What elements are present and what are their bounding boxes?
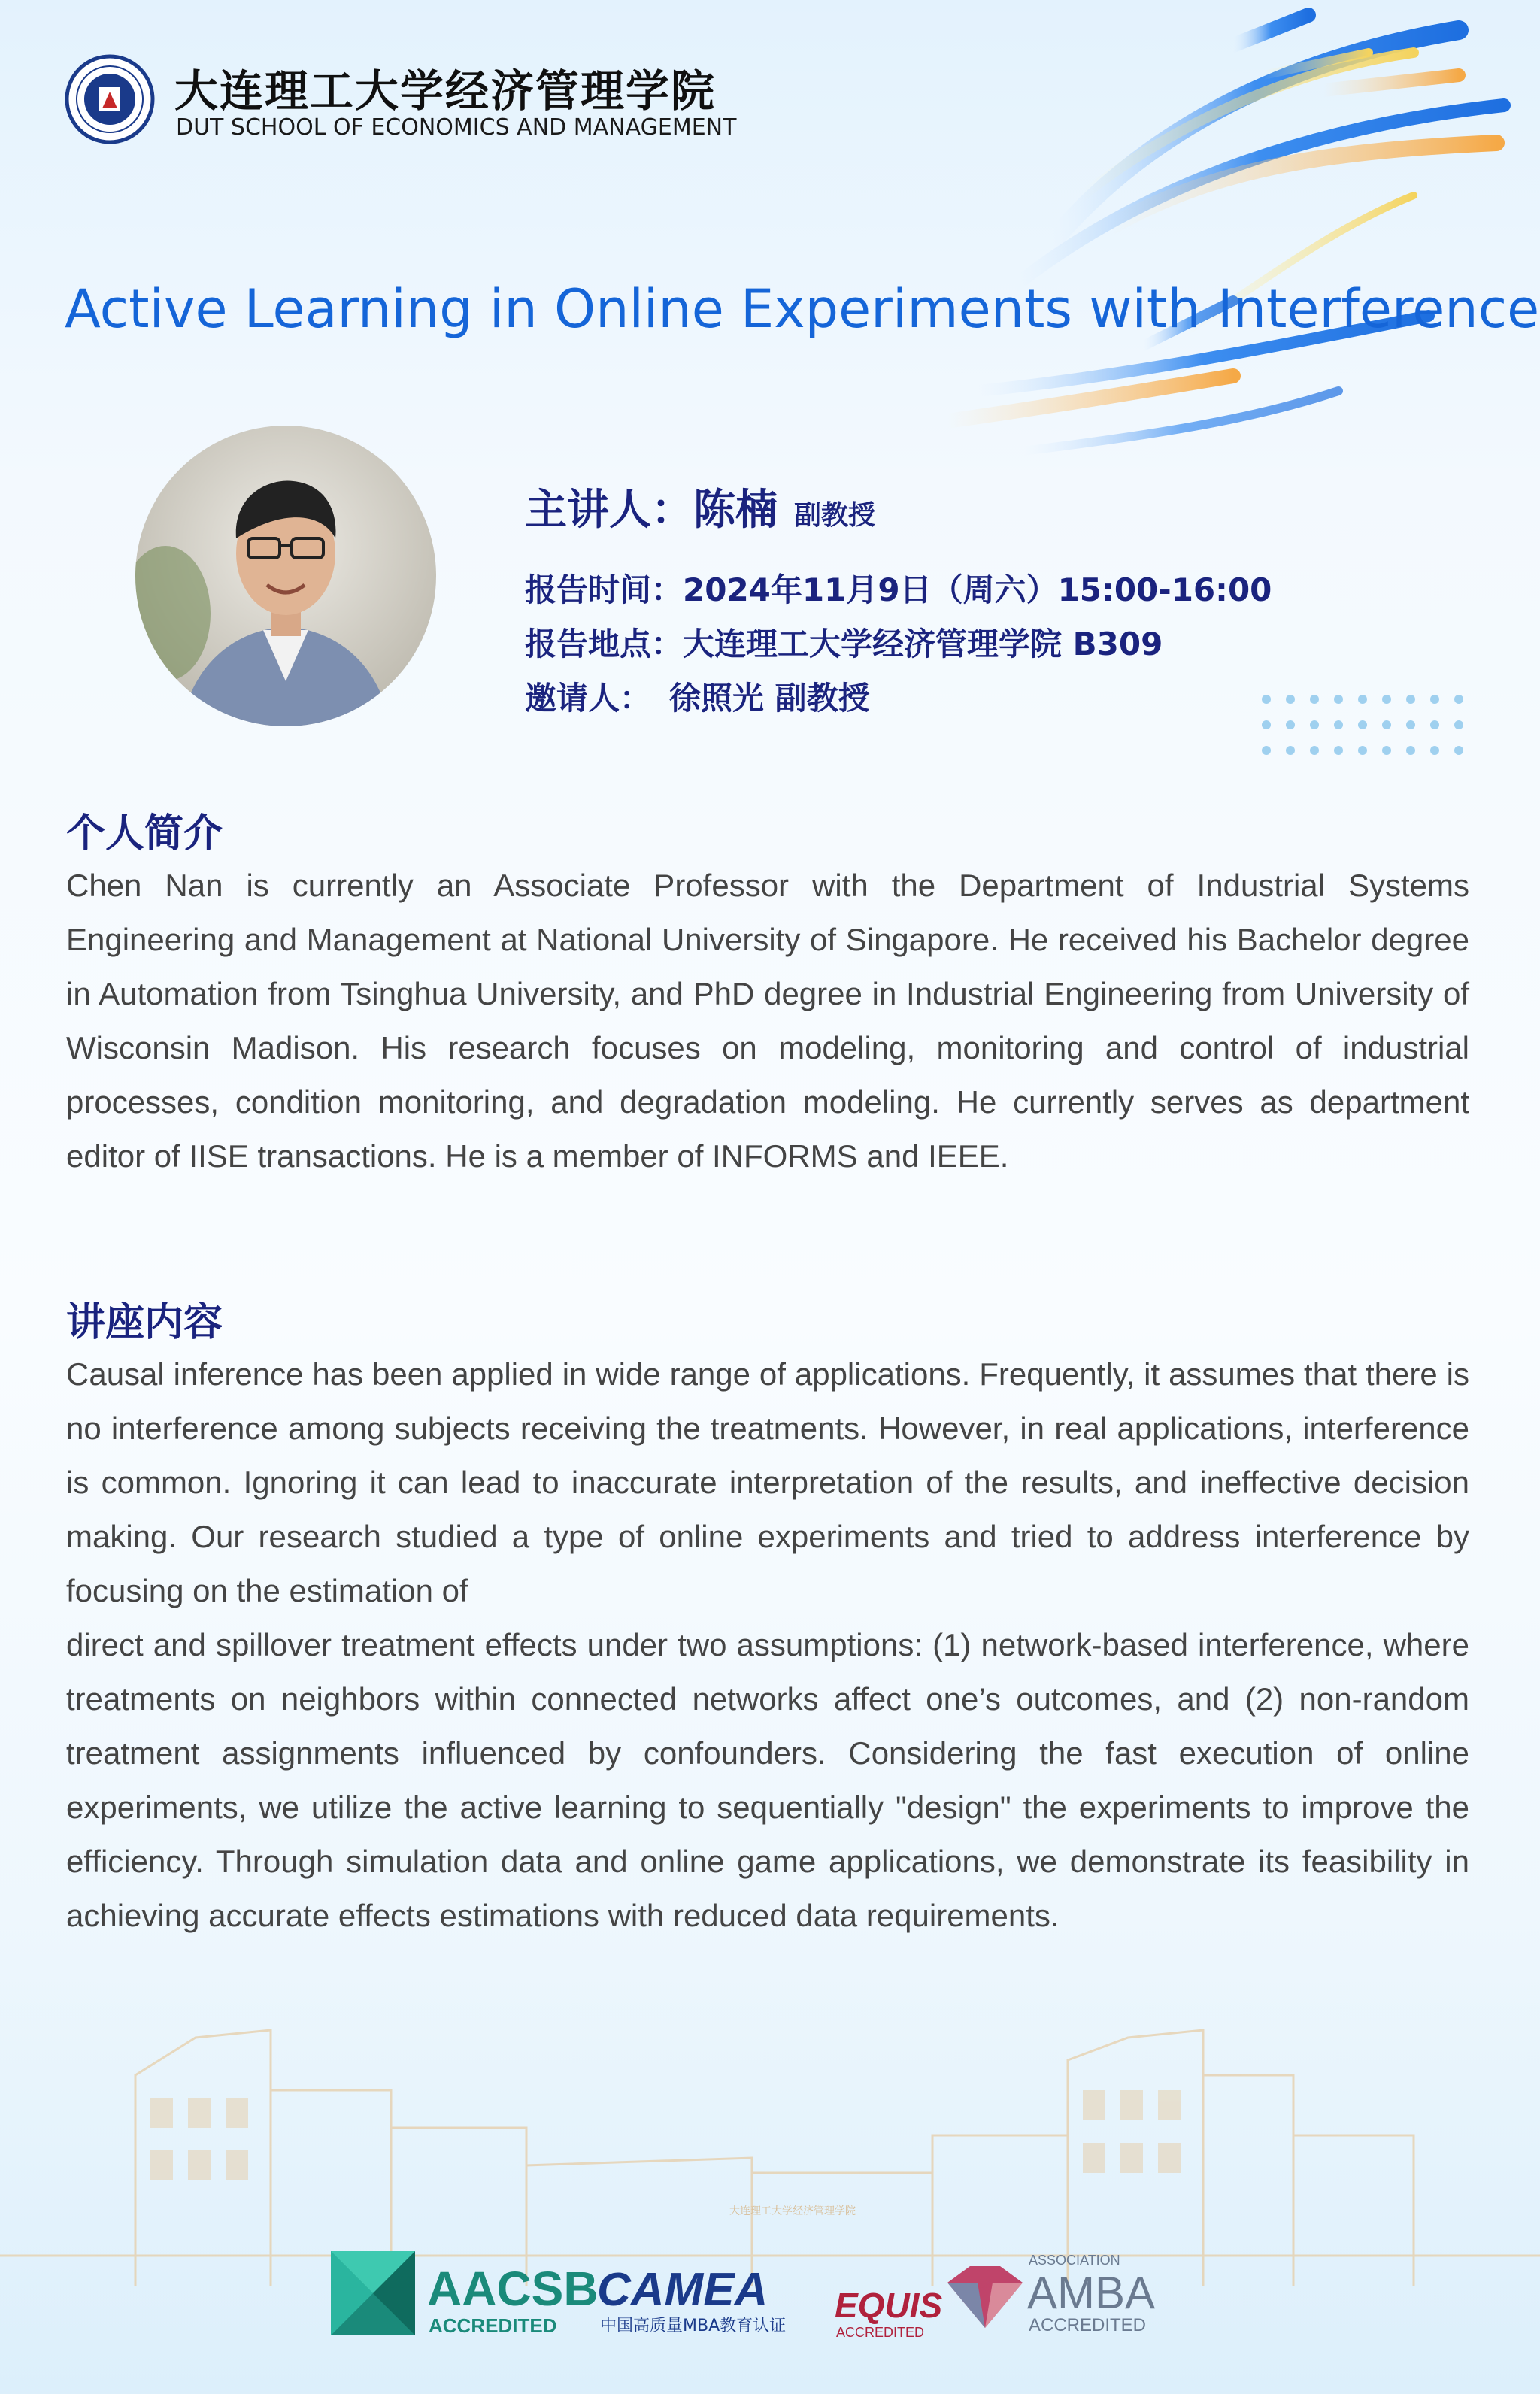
accreditation-bar bbox=[331, 2248, 1211, 2346]
place-value: 大连理工大学经济管理学院 B309 bbox=[683, 626, 1163, 662]
equis-name: EQUIS bbox=[835, 2286, 943, 2325]
dot-grid-decoration bbox=[1260, 693, 1472, 756]
abstract-text bbox=[66, 1347, 1469, 1943]
speaker-line bbox=[525, 477, 875, 537]
school-name-cn: 大连理工大学经济管理学院 bbox=[174, 65, 717, 117]
bio-heading: 个人简介 bbox=[66, 811, 223, 856]
bio-text: Chen Nan is currently an Associate Professor with the Department of Industrial Systems Engineering and Management at National University of Singapore. He received his Bachelor degree in Automation from Tsinghua University, and PhD degree in Industrial Engineering from University of Wisconsin Madison. His research focuses on modeling, monitoring and control of industrial processes, condition monitoring, and degradation modeling. He currently serves as department editor of IISE transactions. He is a member of INFORMS and IEEE. bbox=[66, 868, 1469, 1174]
speaker-name: 陈楠 bbox=[693, 486, 778, 535]
equis-logo-icon bbox=[835, 2286, 942, 2340]
amba-gem-icon bbox=[947, 2253, 1155, 2335]
speaker-photo bbox=[135, 426, 436, 726]
aacsb-sub: ACCREDITED bbox=[429, 2314, 557, 2337]
info-place bbox=[525, 620, 1163, 665]
camea-sub: 中国高质量MBA教育认证 bbox=[600, 2317, 787, 2335]
time-label: 报告时间： bbox=[525, 571, 684, 608]
time-value: 2024年11月9日（周六）15:00-16:00 bbox=[683, 571, 1272, 608]
abstract-paragraph-2: direct and spillover treatment effects under two assumptions: (1) network-based interference, where treatments on neighbors within connected networks affect one’s outcomes, and (2) non-random treatment assignments influenced by confounders. Considering the fast execution of online experiments, we utilize the active learning to sequentially "design" the experiments to improve the efficiency. Through simulation data and online game applications, we demonstrate its feasibility in achieving accurate effects estimations with reduced data requirements. bbox=[66, 1627, 1469, 1933]
place-label: 报告地点： bbox=[525, 626, 684, 662]
talk-title: Active Learning in Online Experiments with Interference bbox=[65, 278, 1540, 340]
speaker-label: 主讲人： bbox=[525, 486, 693, 535]
aacsb-logo-icon bbox=[331, 2251, 599, 2337]
inviter-label: 邀请人： bbox=[525, 680, 652, 717]
inviter-value: 徐照光 副教授 bbox=[669, 680, 870, 717]
amba-top: ASSOCIATION bbox=[1029, 2253, 1120, 2268]
abstract-paragraph-1: Causal inference has been applied in wide range of applications. Frequently, it assumes that there is no interference among subjects receiving the treatments. However, in real applications, interference is common. Ignoring it can lead to inaccurate interpretation of the results, and ineffective decision making. Our research studied a type of online experiments and tried to address interference by focusing on the estimation of bbox=[66, 1356, 1469, 1608]
school-name-en: DUT SCHOOL OF ECONOMICS AND MANAGEMENT bbox=[176, 114, 737, 141]
info-inviter bbox=[525, 674, 870, 719]
camea-name: CAMEA bbox=[597, 2264, 768, 2316]
info-time bbox=[525, 565, 1272, 611]
building-sign-text: 大连理工大学经济管理学院 bbox=[729, 2205, 856, 2217]
amba-name: AMBA bbox=[1027, 2268, 1156, 2318]
equis-sub: ACCREDITED bbox=[836, 2325, 925, 2340]
camea-logo-icon bbox=[597, 2264, 786, 2335]
dut-seal-icon bbox=[65, 54, 155, 144]
speaker-title: 副教授 bbox=[794, 500, 876, 531]
abstract-heading: 讲座内容 bbox=[66, 1300, 223, 1345]
decorative-swirl bbox=[662, 0, 1540, 511]
campus-buildings-illustration bbox=[0, 1970, 1540, 2286]
amba-sub: ACCREDITED bbox=[1029, 2315, 1147, 2335]
aacsb-name: AACSB bbox=[427, 2262, 599, 2316]
